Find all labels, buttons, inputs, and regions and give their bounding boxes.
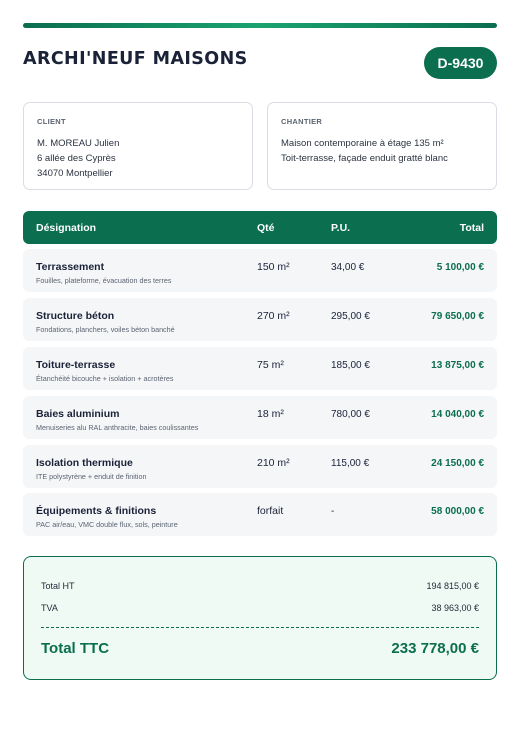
col-designation: Désignation (36, 222, 97, 234)
top-accent-bar (23, 23, 497, 28)
tva-label: TVA (41, 603, 58, 613)
totals-summary (23, 556, 497, 680)
row-designation: Équipements & finitions (36, 505, 157, 517)
row-unit-price: 185,00 € (331, 360, 370, 371)
row-detail: PAC air/eau, VMC double flux, sols, peinture (36, 520, 178, 529)
row-designation: Structure béton (36, 310, 115, 322)
total-ttc-line (41, 640, 479, 657)
row-detail: Fondations, planchers, voiles béton banché (36, 325, 175, 334)
total-ttc-value: 233 778,00 € (391, 640, 479, 657)
row-qty: 150 m² (257, 261, 290, 273)
row-unit-price: 295,00 € (331, 311, 370, 322)
table-row (23, 493, 497, 536)
site-description: Maison contemporaine à étage 135 m² (281, 138, 444, 149)
row-total: 79 650,00 € (431, 311, 484, 322)
row-unit-price: 115,00 € (331, 458, 370, 469)
tva-line (41, 603, 479, 613)
company-name: ARCHI'NEUF MAISONS (23, 49, 248, 69)
table-row (23, 445, 497, 488)
row-total: 14 040,00 € (431, 409, 484, 420)
col-qty: Qté (257, 222, 275, 234)
site-details: Toit-terrasse, façade enduit gratté blanc (281, 153, 448, 164)
table-header (23, 211, 497, 244)
site-card (267, 102, 497, 190)
client-card-title: CLIENT (37, 117, 66, 126)
client-name: M. MOREAU Julien (37, 138, 120, 149)
subtotal-ht-label: Total HT (41, 581, 75, 591)
row-detail: ITE polystyrène + enduit de finition (36, 472, 147, 481)
row-qty: 270 m² (257, 310, 290, 322)
row-detail: Menuiseries alu RAL anthracite, baies coulissantes (36, 423, 199, 432)
row-unit-price: 34,00 € (331, 262, 365, 273)
row-detail: Fouilles, plateforme, évacuation des terres (36, 276, 172, 285)
site-card-title: CHANTIER (281, 117, 323, 126)
row-qty: forfait (257, 505, 284, 517)
subtotal-ht-value: 194 815,00 € (426, 581, 479, 591)
table-row (23, 347, 497, 390)
col-total: Total (459, 222, 484, 234)
subtotal-ht-line (41, 581, 479, 591)
row-designation: Terrassement (36, 261, 105, 273)
client-card (23, 102, 253, 190)
row-designation: Isolation thermique (36, 457, 133, 469)
row-qty: 75 m² (257, 359, 284, 371)
row-designation: Baies aluminium (36, 408, 120, 420)
row-detail: Étanchéité bicouche + isolation + acrotères (36, 374, 174, 383)
row-qty: 210 m² (257, 457, 290, 469)
row-total: 58 000,00 € (431, 506, 484, 517)
table-row (23, 396, 497, 439)
client-street: 6 allée des Cyprès (37, 153, 116, 164)
row-designation: Toiture-terrasse (36, 359, 116, 371)
total-ttc-label: Total TTC (41, 640, 110, 657)
client-city: 34070 Montpellier (37, 168, 113, 179)
row-total: 24 150,00 € (431, 458, 484, 469)
row-unit-price: - (331, 506, 335, 517)
table-row (23, 249, 497, 292)
row-total: 5 100,00 € (436, 262, 484, 273)
tva-value: 38 963,00 € (431, 603, 479, 613)
row-qty: 18 m² (257, 408, 284, 420)
table-row (23, 298, 497, 341)
quote-reference-badge: D-9430 (424, 47, 497, 79)
row-total: 13 875,00 € (431, 360, 484, 371)
summary-divider (41, 627, 479, 628)
row-unit-price: 780,00 € (331, 409, 370, 420)
col-pu: P.U. (331, 222, 351, 234)
